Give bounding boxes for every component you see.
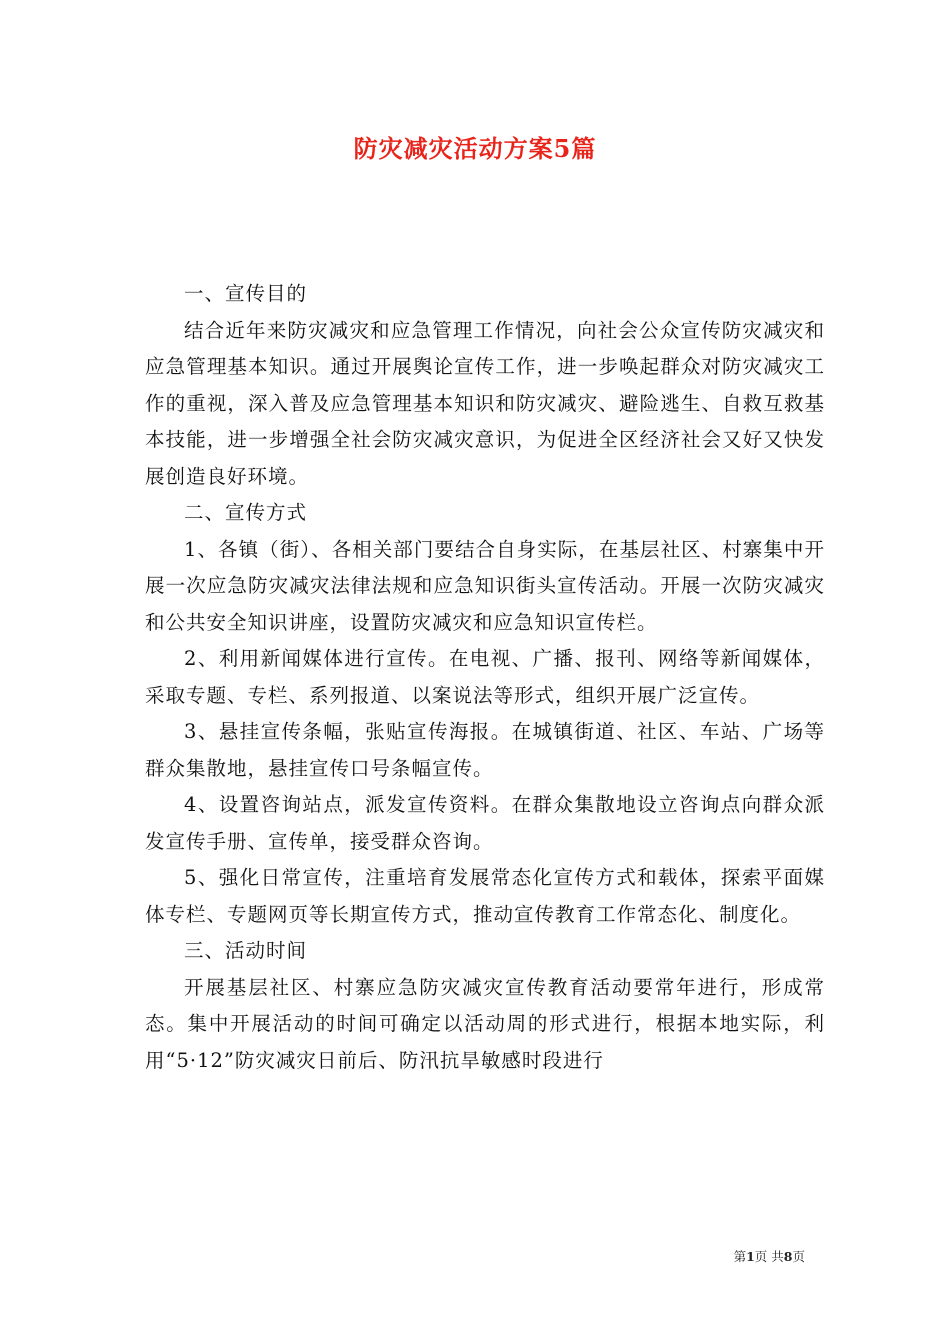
document-body bbox=[145, 276, 825, 1079]
document-title: 防灾减灾活动方案5篇 bbox=[353, 134, 597, 163]
paragraph-method-1: 1、各镇（街）、各相关部门要结合自身实际，在基层社区、村寨集中开展一次应急防灾减灾法律法规和应急知识街头宣传活动。开展一次防灾减灾和公共安全知识讲座，设置防灾减灾和应急知识宣传栏。 bbox=[145, 537, 825, 634]
footer-prefix: 第 bbox=[733, 1249, 747, 1264]
paragraph-method-2: 2、利用新闻媒体进行宣传。在电视、广播、报刊、网络等新闻媒体，采取专题、专栏、系列报道、以案说法等形式，组织开展广泛宣传。 bbox=[145, 647, 825, 707]
footer-middle: 页 共 bbox=[754, 1249, 784, 1264]
paragraph-purpose-text: 结合近年来防灾减灾和应急管理工作情况，向社会公众宣传防灾减灾和应急管理基本知识。通过开展舆论宣传工作，进一步唤起群众对防灾减灾工作的重视，深入普及应急管理基本知识和防灾减灾、避险逃生、自救互救基本技能，进一步增强全社会防灾减灾意识，为促进全区经济社会又好又快发展创造良好环境。 bbox=[145, 318, 825, 488]
paragraph-method-3: 3、悬挂宣传条幅，张贴宣传海报。在城镇街道、社区、车站、广场等群众集散地，悬挂宣传口号条幅宣传。 bbox=[145, 720, 825, 780]
heading-publicity-purpose: 一、宣传目的 bbox=[184, 282, 308, 305]
paragraph-method-5: 5、强化日常宣传，注重培育发展常态化宣传方式和载体，探索平面媒体专栏、专题网页等长期宣传方式，推动宣传教育工作常态化、制度化。 bbox=[145, 866, 825, 926]
paragraph-activity-time: 开展基层社区、村寨应急防灾减灾宣传教育活动要常年进行，形成常态。集中开展活动的时间可确定以活动周的形式进行，根据本地实际，利用“5·12”防灾减灾日前后、防汛抗旱敏感时段进行 bbox=[145, 975, 825, 1072]
footer-current-page: 1 bbox=[746, 1249, 755, 1264]
heading-activity-time: 三、活动时间 bbox=[184, 939, 308, 962]
heading-publicity-methods: 二、宣传方式 bbox=[184, 501, 308, 524]
page-number-footer bbox=[734, 1249, 805, 1265]
paragraph-method-4: 4、设置咨询站点，派发宣传资料。在群众集散地设立咨询点向群众派发宣传手册、宣传单，接受群众咨询。 bbox=[145, 793, 825, 853]
footer-total-pages: 8 bbox=[783, 1249, 793, 1264]
footer-suffix: 页 bbox=[792, 1249, 805, 1264]
